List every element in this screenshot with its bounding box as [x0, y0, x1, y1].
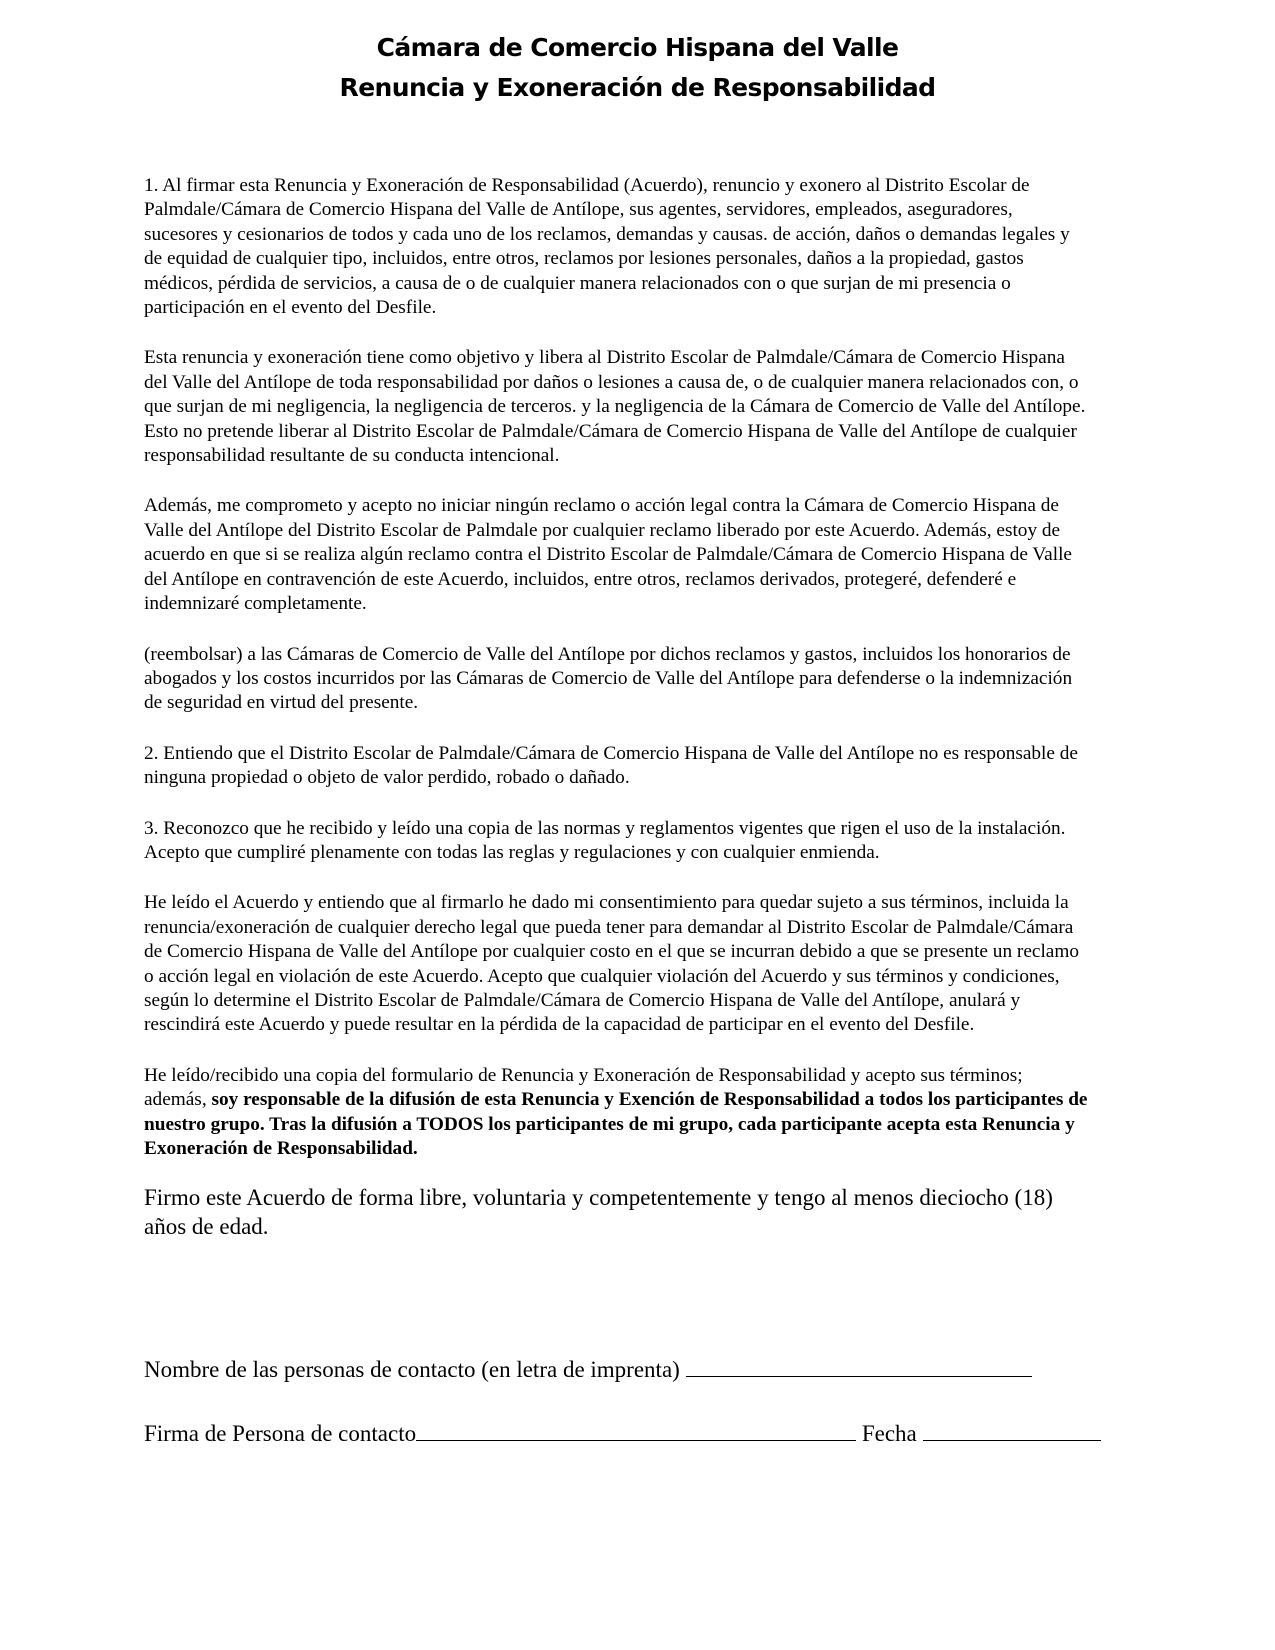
paragraph-waiver-clause-1: 1. Al firmar esta Renuncia y Exoneración de Responsabilidad (Acuerdo), renuncio y exonero al Distrito Escolar de Palmdale/Cámara de Comercio Hispana del Valle de Antílope, sus agentes, servidores, empleados, aseguradores, sucesores y cesionarios de todos y cada uno de los reclamos, demandas y causas. de acción, daños o demandas legales y de equidad de cualquier tipo, incluidos, entre otros, reclamos por lesiones personales, daños a la propiedad, gastos médicos, pérdida de servicios, a causa de o de cualquier manera relacionados con o que surjan de mi presencia o participación en el evento del Desfile.	[144, 175, 1070, 319]
signature-field[interactable]	[416, 1418, 856, 1441]
paragraph-covenant-not-to-sue: Además, me comprometo y acepto no iniciar ningún reclamo o acción legal contra la Cámara de Comercio Hispana de Valle del Antílope del Distrito Escolar de Palmdale por cualquier reclamo liberado por este Acuerdo. Además, estoy de acuerdo en que si se realiza algún reclamo contra el Distrito Escolar de Palmdale/Cámara de Comercio Hispana de Valle del Antílope en contravención de este Acuerdo, incluidos, entre otros, reclamos derivados, protegeré, defenderé e indemnizaré completamente.	[144, 495, 1072, 615]
contact-name-field[interactable]	[686, 1354, 1032, 1377]
document-title-form: Renuncia y Exoneración de Responsabilidad	[339, 73, 936, 102]
contact-name-row	[144, 1354, 1032, 1383]
distribution-text: He leído/recibido una copia del formulario de Renuncia y Exoneración de Responsabilidad y acepto sus términos; además,	[144, 1064, 1023, 1111]
document-title-org: Cámara de Comercio Hispana del Valle	[376, 33, 899, 62]
paragraph-clause-3-rules: 3. Reconozco que he recibido y leído una copia de las normas y reglamentos vigentes que rigen el uso de la instalación. Acepto que cumpliré plenamente con todas las reglas y regulaciones y con cualquier enmienda.	[144, 817, 1066, 863]
paragraph-age-consent: Firmo este Acuerdo de forma libre, voluntaria y competentemente y tengo al menos dieciocho (18) años de edad.	[144, 1185, 1053, 1240]
date-field[interactable]	[923, 1418, 1101, 1441]
paragraph-release-scope: Esta renuncia y exoneración tiene como objetivo y libera al Distrito Escolar de Palmdale/Cámara de Comercio Hispana del Valle del Antílope de toda responsabilidad por daños o lesiones a causa de, o de cualquier manera relacionados con, o que surjan de mi negligencia, la negligencia de terceros. y la negligencia de la Cámara de Comercio de Valle del Antílope. Esto no pretende liberar al Distrito Escolar de Palmdale/Cámara de Comercio Hispana de Valle del Antílope de cualquier responsabilidad resultante de su conducta intencional.	[144, 347, 1086, 467]
signature-row	[144, 1418, 1101, 1447]
date-label: Fecha	[861, 1421, 917, 1446]
paragraph-reimbursement: (reembolsar) a las Cámaras de Comercio de Valle del Antílope por dichos reclamos y gastos, incluidos los honorarios de abogados y los costos incurridos por las Cámaras de Comercio de Valle del Antílope para defenderse o la indemnización de seguridad en virtud del presente.	[144, 643, 1073, 714]
distribution-bold-text: soy responsable de la difusión de esta Renuncia y Exención de Responsabilidad a todos los participantes de nuestro grupo. Tras la difusión a TODOS los participantes de mi grupo, cada participante acepta esta Renuncia y Exoneración de Responsabilidad.	[144, 1089, 1088, 1159]
signature-label: Firma de Persona de contacto	[144, 1421, 417, 1446]
paragraph-acknowledgement: He leído el Acuerdo y entiendo que al firmarlo he dado mi consentimiento para quedar sujeto a sus términos, incluida la renuncia/exoneración de cualquier derecho legal que pueda tener para demandar al Distrito Escolar de Palmdale/Cámara de Comercio Hispana de Valle del Antílope por cualquier costo en el que se incurran debido a que se presente un reclamo o acción legal en violación de este Acuerdo. Acepto que cualquier violación del Acuerdo y sus términos y condiciones, según lo determine el Distrito Escolar de Palmdale/Cámara de Comercio Hispana de Valle del Antílope, anulará y rescindirá este Acuerdo y puede resultar en la pérdida de la capacidad de participar en el evento del Desfile.	[144, 892, 1079, 1036]
contact-name-label: Nombre de las personas de contacto (en letra de imprenta)	[144, 1357, 680, 1382]
document-body	[144, 174, 1089, 1267]
paragraph-distribution	[144, 1064, 1089, 1162]
paragraph-clause-2-property: 2. Entiendo que el Distrito Escolar de Palmdale/Cámara de Comercio Hispana de Valle del Antílope no es responsable de ninguna propiedad o objeto de valor perdido, robado o dañado.	[144, 742, 1078, 789]
